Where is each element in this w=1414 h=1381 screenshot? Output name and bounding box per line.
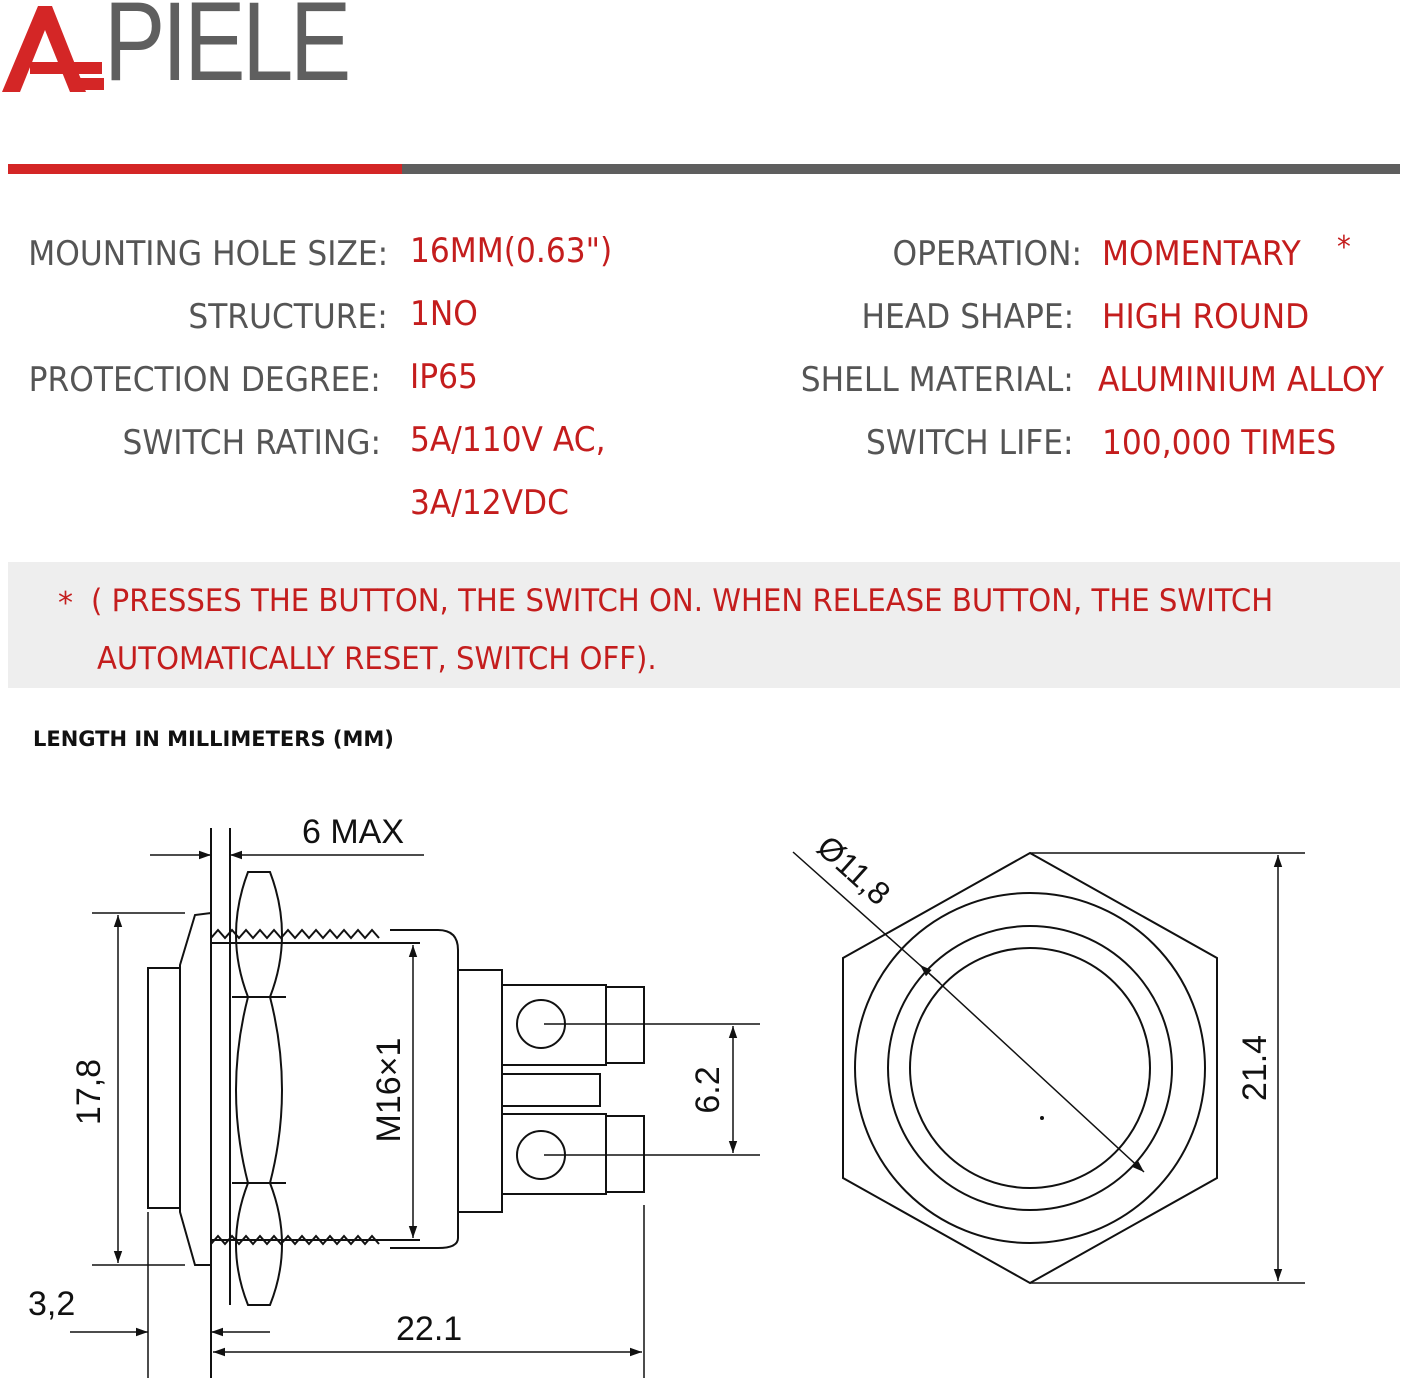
units-caption: LENGTH IN MILLIMETERS (MM) xyxy=(33,727,394,751)
front-view xyxy=(843,853,1217,1283)
front-view-dimension-lines xyxy=(793,852,1305,1283)
dim-thread: M16×1 xyxy=(370,1037,408,1143)
spec-value-head-shape: HIGH ROUND xyxy=(1102,297,1310,337)
spec-label-switch-life: SWITCH LIFE: xyxy=(866,423,1074,463)
spec-value-structure: 1NO xyxy=(410,294,478,334)
dim-button-diameter: Ø11,8 xyxy=(810,828,898,912)
spec-label-switch-rating: SWITCH RATING: xyxy=(122,423,381,463)
dim-body-length: 22.1 xyxy=(396,1310,463,1348)
note-line-2: AUTOMATICALLY RESET, SWITCH OFF). xyxy=(97,641,657,677)
operation-footnote-marker: * xyxy=(1337,230,1351,265)
brand-name: PIELE xyxy=(104,0,348,104)
spec-label-head-shape: HEAD SHAPE: xyxy=(861,297,1074,337)
spec-label-mounting-hole: MOUNTING HOLE SIZE: xyxy=(28,234,388,274)
dim-terminal-pitch: 6.2 xyxy=(689,1066,727,1114)
note-line-1: ( PRESSES THE BUTTON, THE SWITCH ON. WHEN RELEASE BUTTON, THE SWITCH xyxy=(91,583,1274,619)
dim-panel-thickness: 6 MAX xyxy=(302,813,405,851)
spec-value-mounting-hole: 16MM(0.63") xyxy=(410,231,613,271)
dim-nut-across-corners: 21.4 xyxy=(1236,1034,1274,1102)
note-marker: * xyxy=(58,586,73,621)
spec-label-operation: OPERATION: xyxy=(892,234,1082,274)
spec-value-switch-rating-dc: 3A/12VDC xyxy=(410,483,569,523)
spec-value-shell-material: ALUMINIUM ALLOY xyxy=(1098,360,1384,400)
spec-label-protection: PROTECTION DEGREE: xyxy=(28,360,381,400)
side-view-dimension-lines xyxy=(70,855,760,1378)
spec-value-operation: MOMENTARY xyxy=(1102,234,1301,274)
dim-head-height: 17,8 xyxy=(70,1058,108,1126)
spec-label-structure: STRUCTURE: xyxy=(188,297,388,337)
dim-head-depth: 3,2 xyxy=(28,1285,76,1323)
spec-label-shell-material: SHELL MATERIAL: xyxy=(800,360,1074,400)
spec-value-switch-life: 100,000 TIMES xyxy=(1102,423,1337,463)
spec-value-protection: IP65 xyxy=(410,357,478,397)
spec-value-switch-rating: 5A/110V AC, xyxy=(410,420,606,460)
